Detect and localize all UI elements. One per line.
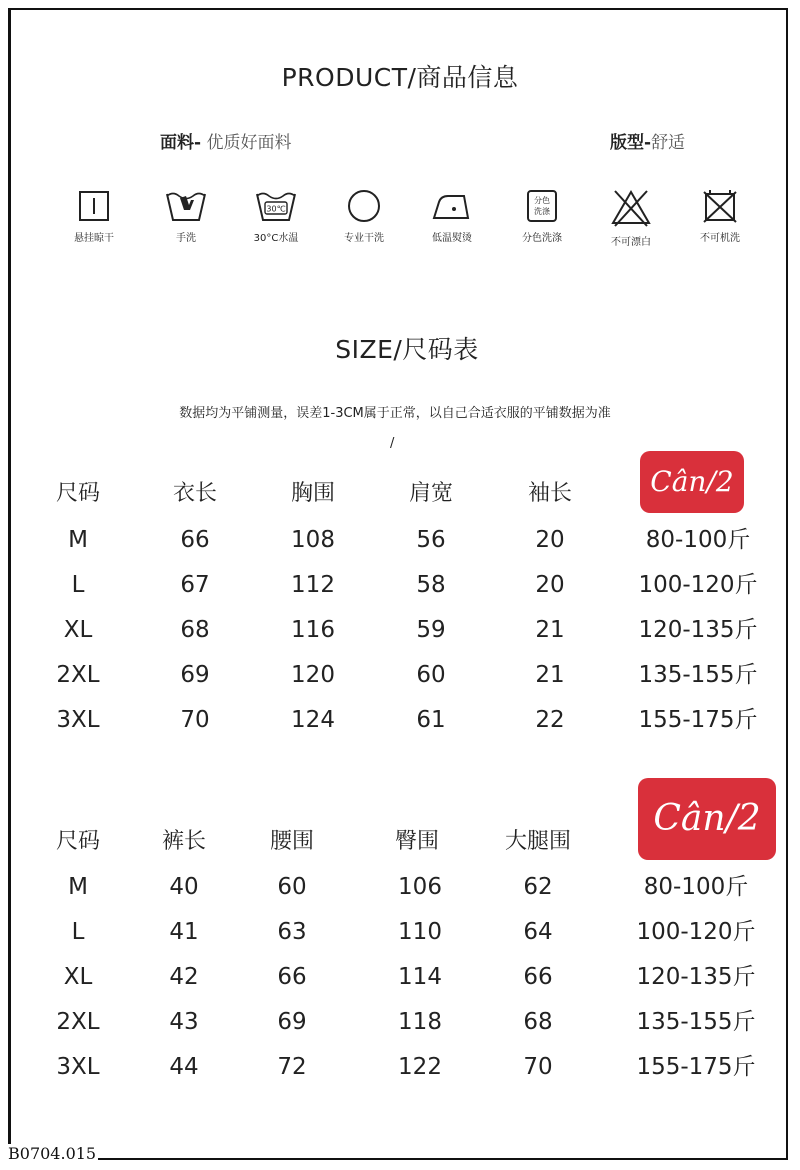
care-item-no-bleach — [594, 188, 668, 248]
wash-30c-icon — [254, 188, 298, 224]
cell-weight: 135-155斤 — [636, 1009, 756, 1035]
cell-pants-length: 40 — [169, 874, 199, 900]
cell-thigh: 64 — [523, 919, 553, 945]
table-row — [0, 912, 800, 952]
cell-thigh: 66 — [523, 964, 553, 990]
table-row — [0, 655, 800, 695]
care-item-low-iron — [415, 188, 489, 244]
svg-text:分色: 分色 — [534, 196, 550, 205]
care-item-dry-clean — [327, 188, 401, 244]
care-label: 不可漂白 — [611, 237, 651, 248]
care-label: 手洗 — [176, 233, 196, 244]
measurement-note: 数据均为平铺测量，误差1-3CM属于正常，以自己合适衣服的平铺数据为准 — [179, 406, 611, 421]
header-chest: 胸围 — [290, 481, 335, 506]
cell-shoulder: 59 — [416, 617, 446, 643]
table-row — [0, 610, 800, 650]
cell-waist: 72 — [277, 1054, 307, 1080]
header-size: 尺码 — [55, 481, 100, 506]
fit-label: 版型- — [610, 133, 652, 153]
cell-chest: 112 — [291, 572, 335, 598]
header-waist: 腰围 — [269, 829, 314, 854]
cell-waist: 69 — [277, 1009, 307, 1035]
cell-pants-length: 42 — [169, 964, 199, 990]
table-row — [0, 867, 800, 907]
cell-pants-length: 41 — [169, 919, 199, 945]
cell-waist: 63 — [277, 919, 307, 945]
cell-length: 70 — [180, 707, 210, 733]
cell-weight: 120-135斤 — [638, 617, 758, 643]
cell-size: 3XL — [56, 707, 100, 733]
cell-size: XL — [63, 617, 93, 643]
cell-waist: 66 — [277, 964, 307, 990]
care-label: 专业干洗 — [344, 233, 384, 244]
cell-pants-length: 43 — [169, 1009, 199, 1035]
fabric-label: 面料- — [160, 133, 202, 153]
cell-chest: 124 — [291, 707, 335, 733]
cell-weight: 80-100斤 — [643, 874, 749, 900]
fit-value: 舒适 — [651, 133, 686, 153]
fabric-info — [160, 128, 291, 153]
cell-waist: 60 — [277, 874, 307, 900]
hand-wash-icon — [164, 188, 208, 224]
svg-text:洗涤: 洗涤 — [534, 207, 550, 216]
dry-clean-icon — [346, 188, 382, 224]
cell-weight: 155-175斤 — [636, 1054, 756, 1080]
cell-size: 3XL — [56, 1054, 100, 1080]
header-thigh: 大腿围 — [504, 829, 571, 854]
cell-length: 67 — [180, 572, 210, 598]
table-row — [0, 565, 800, 605]
table-row — [0, 520, 800, 560]
cell-shoulder: 61 — [416, 707, 446, 733]
cell-length: 69 — [180, 662, 210, 688]
cell-hip: 110 — [398, 919, 442, 945]
cell-size: 2XL — [56, 662, 100, 688]
care-item-no-machine-wash — [683, 188, 757, 244]
care-label: 不可机洗 — [700, 233, 740, 244]
cell-chest: 108 — [291, 527, 335, 553]
care-label: 低温熨烫 — [432, 233, 472, 244]
cell-sleeve: 20 — [535, 527, 565, 553]
cell-size: 2XL — [56, 1009, 100, 1035]
cell-weight: 100-120斤 — [636, 919, 756, 945]
size-title: SIZE/尺码表 — [335, 335, 479, 364]
cell-hip: 122 — [398, 1054, 442, 1080]
cell-hip: 118 — [398, 1009, 442, 1035]
care-item-wash-30 — [239, 188, 313, 244]
cell-thigh: 68 — [523, 1009, 553, 1035]
care-item-hand-wash — [149, 188, 223, 244]
care-label: 30°C水温 — [253, 233, 299, 244]
cell-length: 66 — [180, 527, 210, 553]
cell-thigh: 62 — [523, 874, 553, 900]
product-code: B0704.015 — [8, 1144, 97, 1163]
cell-weight: 100-120斤 — [638, 572, 758, 598]
weight-header-badge: Cân/2 — [640, 451, 744, 513]
weight-header-badge: Cân/2 — [638, 778, 776, 860]
care-item-hang-dry — [57, 188, 131, 244]
no-machine-wash-icon — [700, 188, 740, 224]
header-length: 衣长 — [172, 481, 217, 506]
wash-separately-icon — [524, 188, 560, 224]
slash-mark: / — [390, 436, 395, 451]
table-row — [0, 1002, 800, 1042]
cell-hip: 106 — [398, 874, 442, 900]
no-bleach-icon — [609, 188, 653, 228]
fabric-value: 优质好面料 — [201, 133, 292, 153]
cell-shoulder: 56 — [416, 527, 446, 553]
cell-size: L — [71, 919, 85, 945]
cell-shoulder: 60 — [416, 662, 446, 688]
product-title: PRODUCT/商品信息 — [281, 63, 519, 92]
care-label: 悬挂晾干 — [74, 233, 114, 244]
hang-dry-icon — [76, 188, 112, 224]
cell-weight: 155-175斤 — [638, 707, 758, 733]
cell-hip: 114 — [398, 964, 442, 990]
cell-sleeve: 22 — [535, 707, 565, 733]
wash-temp-text: 30℃ — [266, 204, 286, 214]
cell-size: L — [71, 572, 85, 598]
cell-weight: 135-155斤 — [638, 662, 758, 688]
cell-weight: 120-135斤 — [636, 964, 756, 990]
cell-thigh: 70 — [523, 1054, 553, 1080]
cell-size: XL — [63, 964, 93, 990]
table-row — [0, 957, 800, 997]
cell-chest: 116 — [291, 617, 335, 643]
header-pants-length: 裤长 — [161, 829, 206, 854]
cell-shoulder: 58 — [416, 572, 446, 598]
cell-size: M — [68, 874, 88, 900]
cell-size: M — [68, 527, 88, 553]
cell-weight: 80-100斤 — [645, 527, 751, 553]
fit-info — [610, 128, 685, 153]
low-iron-icon — [430, 188, 474, 224]
cell-sleeve: 21 — [535, 617, 565, 643]
header-shoulder: 肩宽 — [408, 481, 453, 506]
cell-length: 68 — [180, 617, 210, 643]
header-hip: 臀围 — [394, 829, 439, 854]
cell-sleeve: 20 — [535, 572, 565, 598]
cell-pants-length: 44 — [169, 1054, 199, 1080]
header-sleeve: 袖长 — [527, 481, 572, 506]
cell-chest: 120 — [291, 662, 335, 688]
table-row — [0, 1047, 800, 1087]
cell-sleeve: 21 — [535, 662, 565, 688]
care-item-wash-separately — [505, 188, 579, 244]
header-size: 尺码 — [55, 829, 100, 854]
care-label: 分色洗涤 — [522, 233, 562, 244]
table-row — [0, 700, 800, 740]
